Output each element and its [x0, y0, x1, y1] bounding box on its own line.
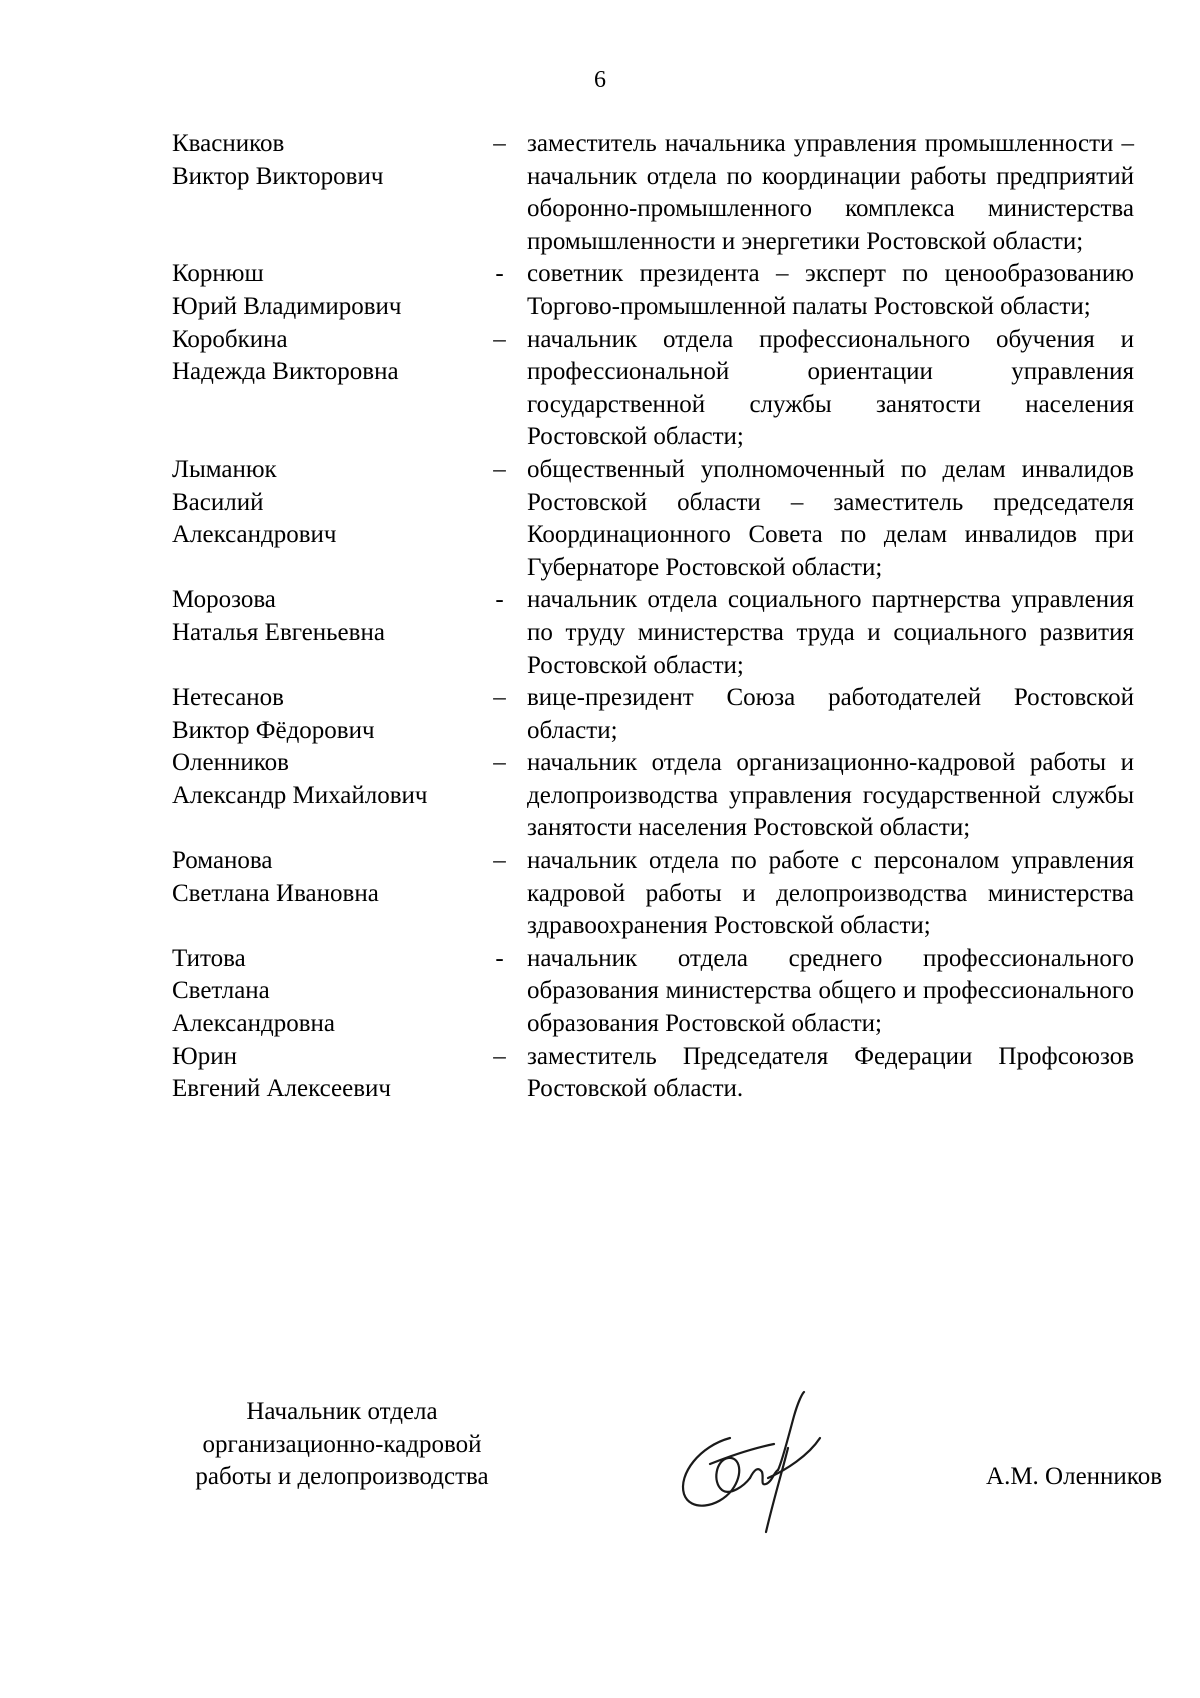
member-name-line: Александровна — [172, 1010, 336, 1038]
member-dash: - — [495, 586, 504, 614]
member-dash: – — [493, 847, 506, 875]
signatory-name: А.М. Оленников — [986, 1463, 1162, 1490]
member-position: заместитель начальника управления промышленности – начальник отдела по координации работы предприятий оборонно-промышленного комплекса министерства промышленности и энергетики Ростовской области; — [527, 130, 1134, 255]
member-name-line: Квасников — [172, 130, 285, 157]
member-name-line: Василий — [172, 488, 264, 516]
member-row — [172, 1041, 1134, 1106]
member-position: начальник отдела организационно-кадровой работы и делопроизводства управления государственной службы занятости населения Ростовской области; — [527, 749, 1134, 842]
member-name — [172, 128, 472, 258]
member-dash: – — [493, 325, 506, 353]
member-row — [172, 324, 1134, 454]
member-name-line: Светлана — [172, 977, 270, 1005]
member-row — [172, 747, 1134, 845]
member-position: начальник отдела профессионального обучения и профессиональной ориентации управления государственной службы занятости населения Ростовской области; — [527, 325, 1134, 451]
member-name-line: Юрий Владимирович — [172, 292, 402, 320]
member-position: общественный уполномоченный по делам инвалидов Ростовской области – заместитель председателя Координационного Совета по делам инвалидов при Губернаторе Ростовской области; — [527, 455, 1134, 581]
member-name-line: Виктор Викторович — [172, 162, 384, 190]
member-name — [172, 454, 472, 584]
member-name-line: Надежда Викторовна — [172, 358, 399, 386]
member-position: начальник отдела социального партнерства управления по труду министерства труда и социального развития Ростовской области; — [527, 586, 1134, 679]
member-name-line: Александрович — [172, 521, 337, 549]
handwritten-signature-icon — [670, 1386, 840, 1536]
member-position: советник президента – эксперт по ценообразованию Торгово-промышленной палаты Ростовской области; — [527, 260, 1134, 320]
member-position: начальник отдела среднего профессионального образования министерства общего и профессионального образования Ростовской области; — [527, 944, 1134, 1038]
member-name-line: Наталья Евгеньевна — [172, 618, 385, 646]
member-name — [172, 943, 472, 1041]
member-dash: – — [493, 1042, 506, 1070]
member-name-line: Светлана Ивановна — [172, 879, 379, 907]
member-name — [172, 258, 472, 323]
member-name-line: Александр Михайлович — [172, 781, 428, 809]
member-name-line: Морозова — [172, 586, 276, 614]
member-name-line: Романова — [172, 847, 273, 875]
member-name — [172, 682, 472, 747]
member-dash: – — [493, 684, 506, 712]
commission-members-list — [172, 128, 1134, 1106]
member-dash: – — [493, 749, 506, 777]
member-name — [172, 324, 472, 454]
member-name-line: Юрин — [172, 1042, 237, 1070]
member-name-line: Виктор Фёдорович — [172, 716, 375, 744]
member-position: начальник отдела по работе с персоналом управления кадровой работы и делопроизводства министерства здравоохранения Ростовской области; — [527, 847, 1134, 940]
member-row — [172, 943, 1134, 1041]
signatory-title-line: работы и делопроизводства — [195, 1463, 489, 1491]
member-row — [172, 584, 1134, 682]
member-row — [172, 258, 1134, 323]
signatory-title-line: организационно-кадровой — [202, 1430, 482, 1458]
member-dash: – — [493, 455, 506, 483]
member-row — [172, 682, 1134, 747]
member-position: вице-президент Союза работодателей Ростовской области; — [527, 684, 1134, 744]
member-name-line: Евгений Алексеевич — [172, 1075, 391, 1103]
member-name — [172, 1041, 472, 1106]
member-name — [172, 747, 472, 845]
member-dash: - — [495, 944, 504, 972]
member-name-line: Коробкина — [172, 325, 288, 353]
member-name-line: Лыманюк — [172, 455, 277, 483]
member-name-line: Корнюш — [172, 260, 264, 288]
signature-block — [172, 1396, 1162, 1536]
member-dash: - — [495, 260, 504, 288]
member-name-line: Титова — [172, 944, 246, 972]
member-row — [172, 128, 1134, 258]
member-name — [172, 845, 472, 943]
page-number: 6 — [594, 67, 606, 93]
member-position: заместитель Председателя Федерации Профсоюзов Ростовской области. — [527, 1042, 1134, 1103]
member-name-line: Нетесанов — [172, 684, 284, 712]
signatory-title-line: Начальник отдела — [246, 1398, 438, 1425]
member-row — [172, 454, 1134, 584]
member-name-line: Оленников — [172, 749, 289, 777]
member-row — [172, 845, 1134, 943]
signatory-title — [172, 1396, 512, 1494]
member-name — [172, 584, 472, 682]
member-dash: – — [493, 130, 506, 157]
